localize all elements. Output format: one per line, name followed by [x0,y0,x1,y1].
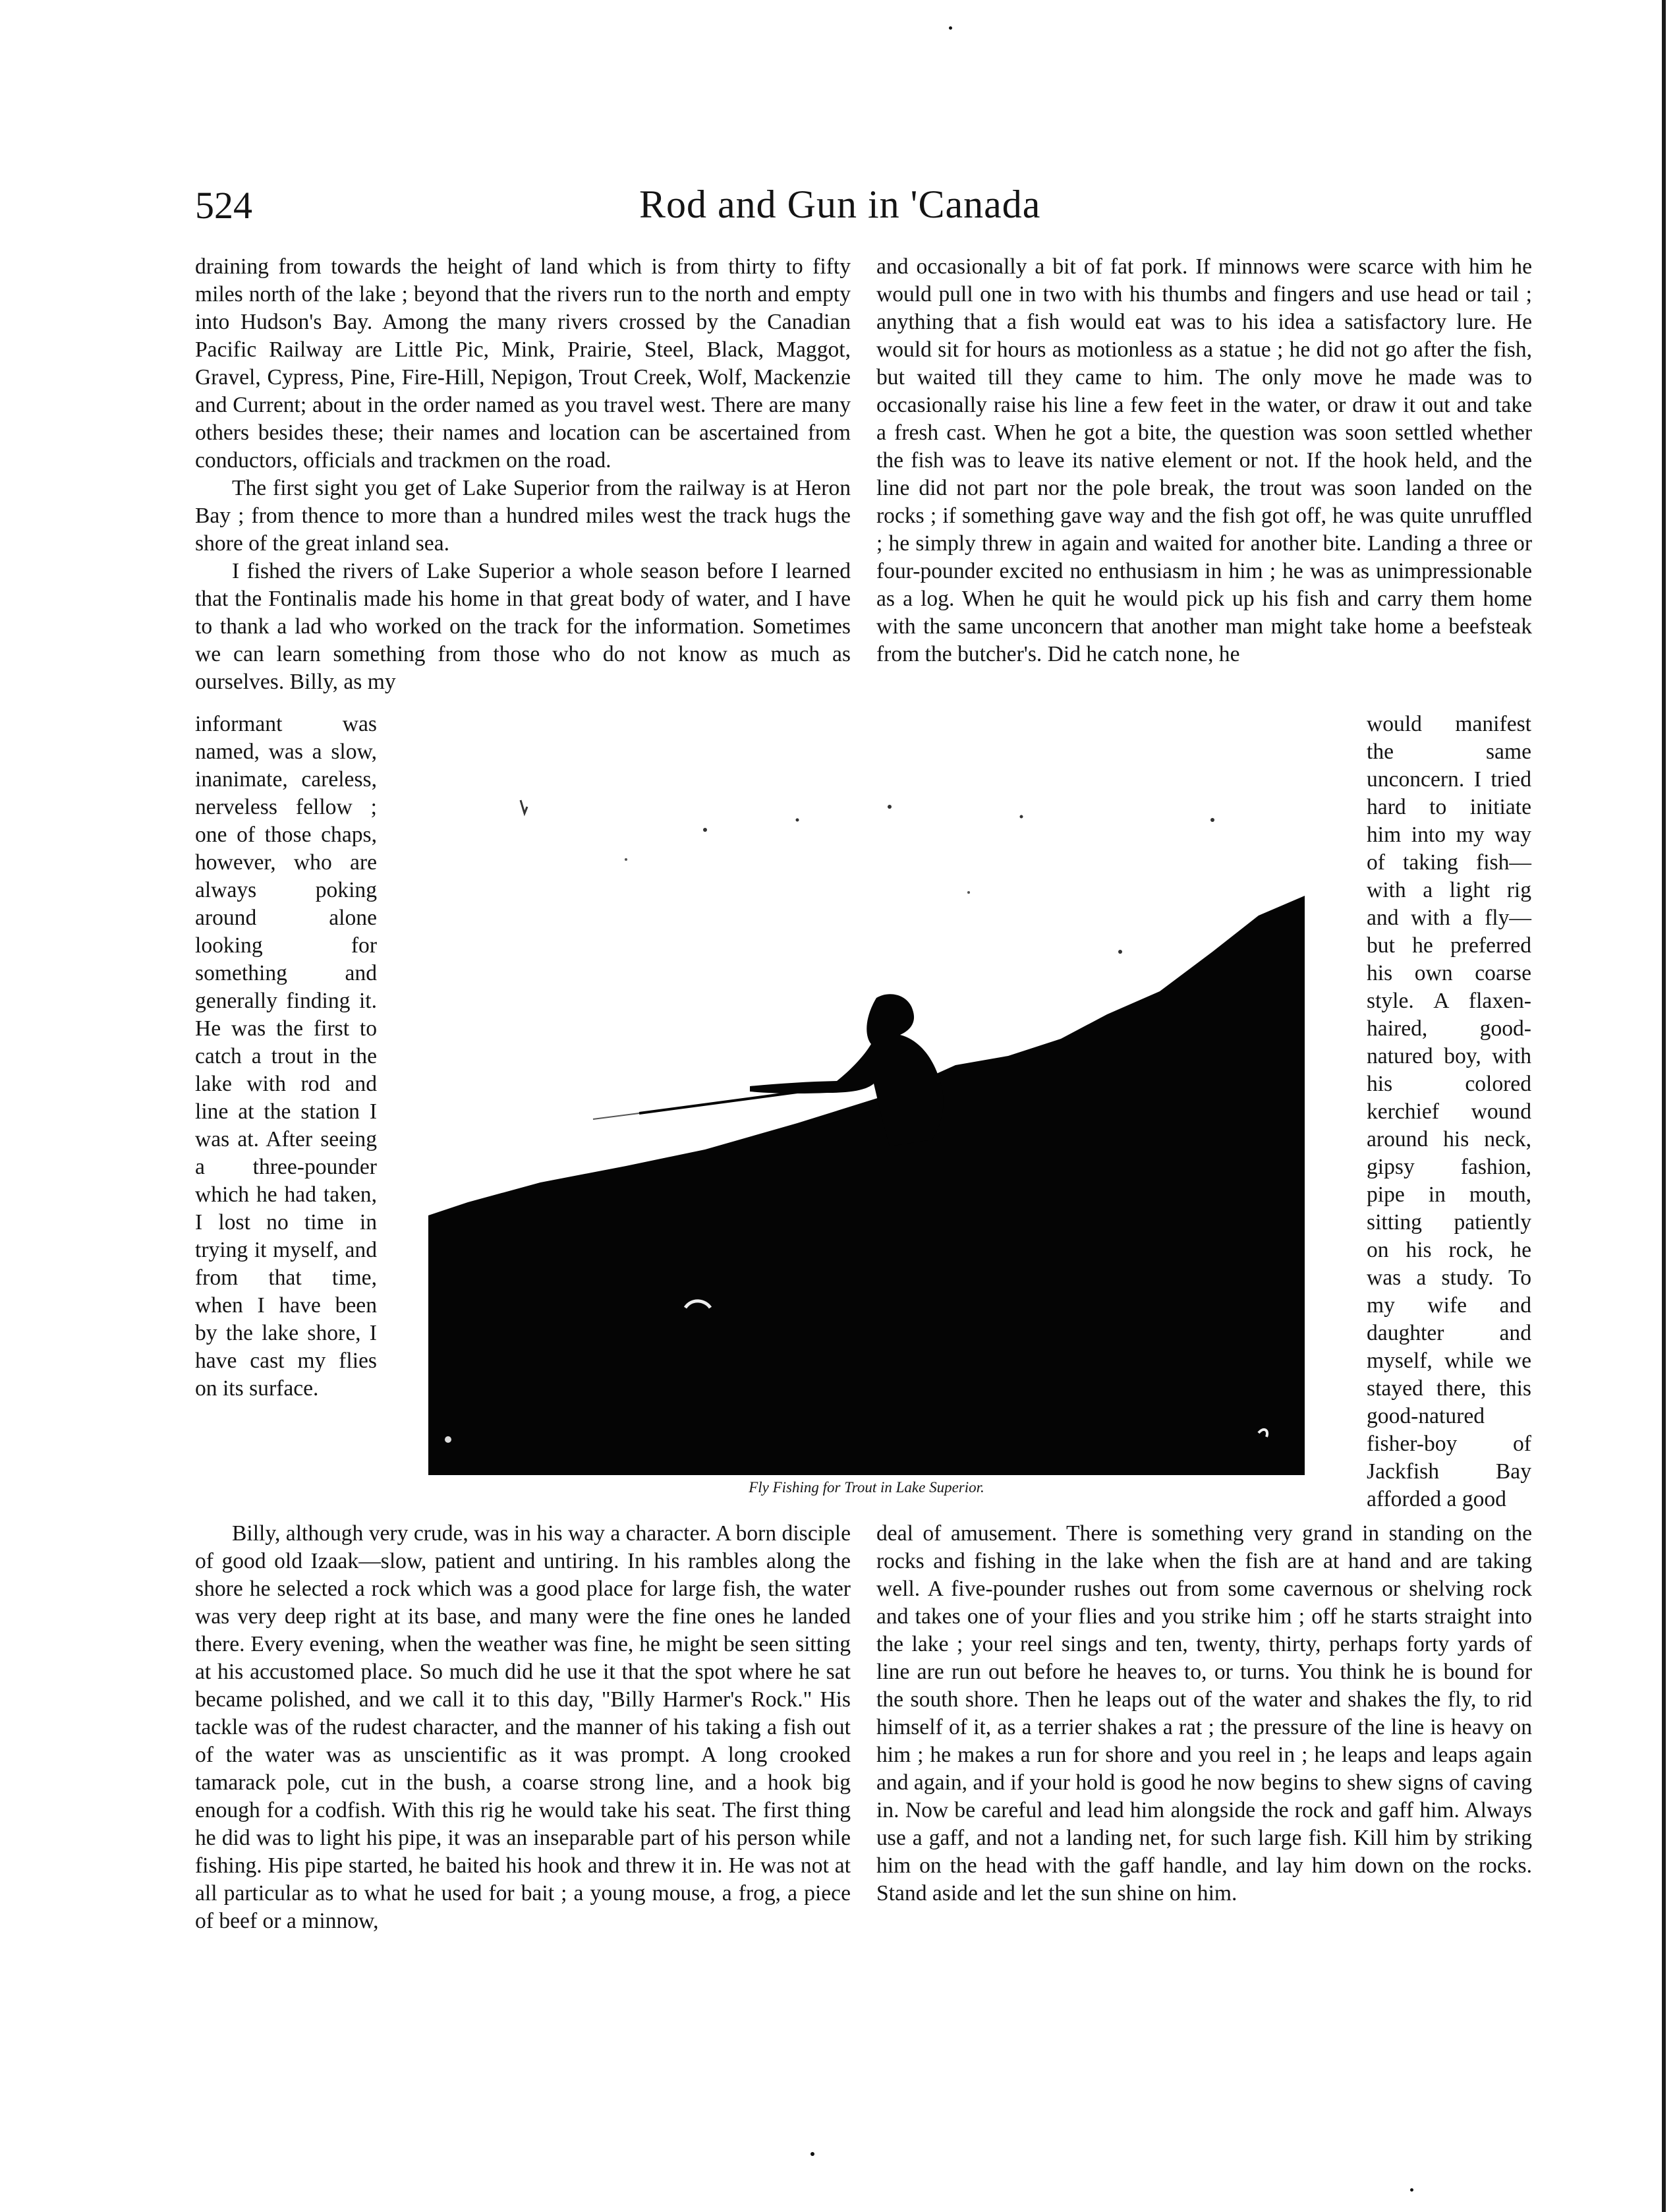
article-wrap-left [195,711,377,1403]
page-number: 524 [195,184,252,227]
article-column-left-bottom [195,1520,851,1935]
scan-speck [810,2152,814,2156]
article-wrap-right [1367,711,1531,1513]
figure-caption: Fly Fishing for Trout in Lake Superior. [749,1479,984,1496]
article-paragraph: and occasionally a bit of fat pork. If minnows were scarce with him he would pull one in two with his thumbs and fingers and use head or tail ; anything that a fish would eat was to his idea a satisfactory lure. He would sit for hours as motionless as a statue ; he did not go after the fish, but waited till they came to him. The only move he made was to occasionally raise his line a few feet in the water, or draw it out and take a fresh cast. When he got a bite, the question was soon settled whether the fish was to leave its native element or not. If the hook held, and the line did not part nor the pole break, the trout was soon landed on the rocks ; if something gave way and the fish got off, he was quite unruffled ; he simply threw in again and waited for another bite. Landing a three or four-pounder excited no enthusiasm in him ; he was as unimpressionable as a log. When he quit he would pick up his fish and carry them home with the same unconcern that another man might take home a beefsteak from the butcher's. Did he catch none, he [876,254,1532,666]
article-paragraph: informant was named, was a slow, inanimate, careless, nerveless fellow ; one of those chaps, however, who are always poking around alone looking for something and generally finding it. He was the first to catch a trout in the lake with rod and line at the station I was at. After seeing a three-pounder which he had taken, I lost no time in trying it myself, and from that time, when I have been by the lake shore, I have cast my flies on its surface. [195,712,377,1401]
article-column-left-top [195,253,851,696]
article-column-right-bottom [876,1520,1532,1907]
photo-illustration [428,780,1305,1475]
article-paragraph: would manifest the same unconcern. I tried hard to initiate him into my way of taking fish—with a light rig and with a fly—but he preferred his own coarse style. A flaxen-haired, good-natured boy, with his colored kerchief wound around his neck, gipsy fashion, pipe in mouth, sitting patiently on his rock, he was a study. To my wife and daughter and myself, while we stayed there, this good-natured fisher-boy of Jackfish Bay afforded a good [1367,712,1531,1511]
scan-speck [1410,2188,1413,2192]
article-column-right-top [876,253,1532,668]
article-paragraph: deal of amusement. There is something very grand in standing on the rocks and fishing in the lake when the fish are at hand and are taking well. A five-pounder rushes out from some cavernous or shelving rock and takes one of your flies and you strike him ; off he starts straight into the lake ; your reel sings and ten, twenty, thirty, perhaps forty yards of line are run out before he heaves to, or turns. You think he is bound for the south shore. Then he leaps out of the water and shakes the fly, to rid himself of it, as a terrier shakes a rat ; the pressure of the line is heavy on him ; he makes a run for shore and you reel in ; he leaps and leaps again and again, and if your hold is good he now begins to shew signs of caving in. Now be careful and lead him alongside the rock and gaff him. Always use a gaff, and not a landing net, for such large fish. Kill him by striking him on the head with the gaff handle, and lay him down on the rocks. Stand aside and let the sun shine on him. [876,1521,1532,1906]
article-paragraph: draining from towards the height of land which is from thirty to fifty miles north of the lake ; beyond that the rivers run to the north and empty into Hudson's Bay. Among the many rivers crossed by the Canadian Pacific Railway are Little Pic, Mink, Prairie, Steel, Black, Maggot, Gravel, Cypress, Pine, Fire-Hill, Nepigon, Trout Creek, Wolf, Mackenzie and Current; about in the order named as you travel west. There are many others besides these; their names and location can be ascertained from conductors, officials and trackmen on the road. [195,254,851,473]
article-paragraph: I fished the rivers of Lake Superior a whole season before I learned that the Fontinalis made his home in that great body of water, and I have to thank a lad who worked on the track for the information. Sometimes we can learn something from those who do not know as much as ourselves. Billy, as my [195,559,851,694]
scan-speck [949,26,952,30]
article-paragraph: The first sight you get of Lake Superior from the railway is at Heron Bay ; from thence to more than a hundred miles west the track hugs the shore of the great inland sea. [195,476,851,556]
article-paragraph: Billy, although very crude, was in his way a character. A born disciple of good old Izaak—slow, patient and untiring. In his rambles along the shore he selected a rock which was a good place for large fish, the water was very deep right at its base, and many were the fine ones he landed there. Every evening, when the weather was fine, he might be seen sitting at his accustomed place. So much did he use it that the spot where he sat became polished, and we call it to this day, "Billy Harmer's Rock." His tackle was of the rudest character, and the manner of his taking a fish out of the water was as unscientific as it was prompt. A long crooked tamarack pole, cut in the bush, a coarse strong line, and a hook big enough for a codfish. With this rig he would take his seat. The first thing he did was to light his pipe, it was an inseparable part of his person while fishing. His pipe started, he baited his hook and threw it in. He was not at all particular as to what he used for bait ; a young mouse, a frog, a piece of beef or a minnow, [195,1521,851,1933]
running-title: Rod and Gun in 'Canada [639,183,1041,226]
scan-edge-rule [1662,0,1666,2212]
fishing-photograph [428,780,1305,1475]
